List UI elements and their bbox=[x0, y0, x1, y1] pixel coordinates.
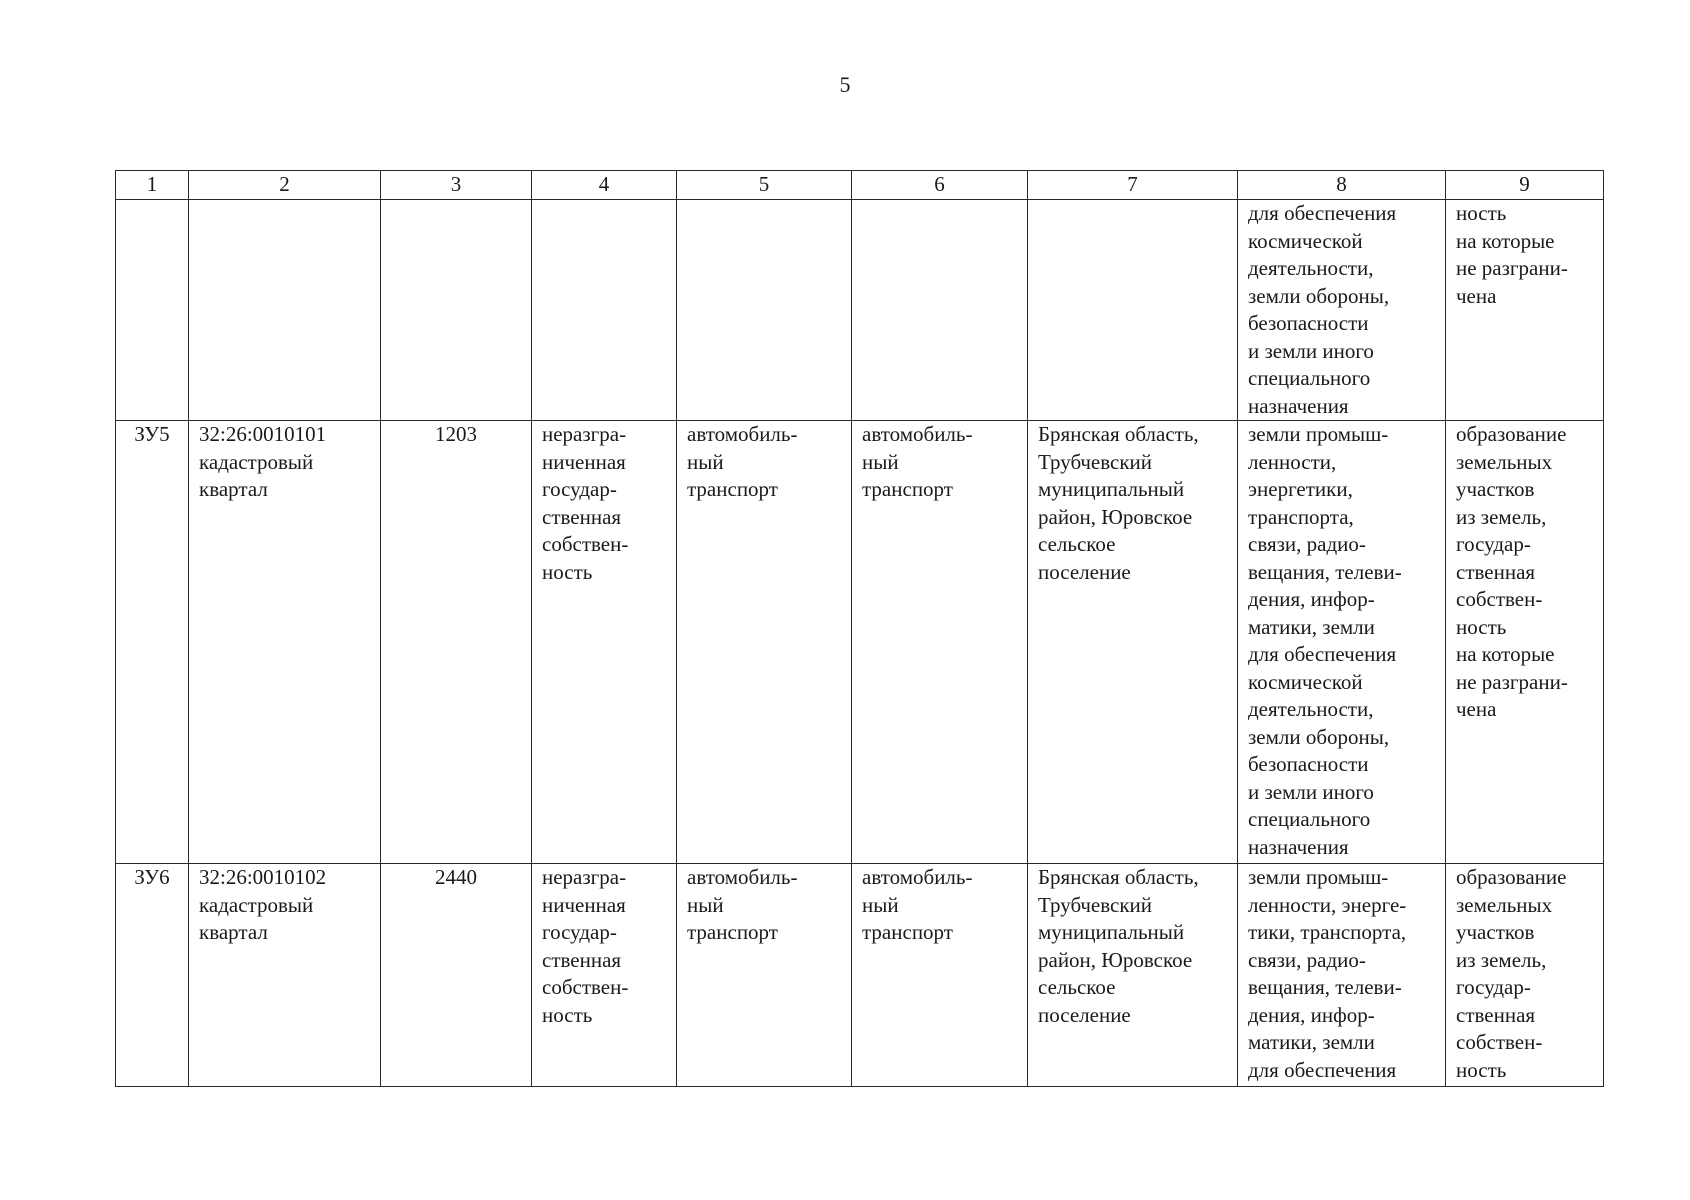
column-header: 1 bbox=[116, 171, 189, 200]
column-header: 6 bbox=[852, 171, 1028, 200]
table-cell: земли промыш- ленности, энерге- тики, транспорта, связи, радио- вещания, телеви- дения, инфор- матики, земли для обеспечения bbox=[1238, 864, 1446, 1087]
column-header: 8 bbox=[1238, 171, 1446, 200]
table-cell: ность на которые не разграни- чена bbox=[1446, 200, 1604, 421]
table-cell: для обеспечения космической деятельности, земли обороны, безопасности и земли иного специального назначения bbox=[1238, 200, 1446, 421]
table-cell: неразгра- ниченная государ- ственная собствен- ность bbox=[532, 421, 677, 864]
table-cell: автомобиль- ный транспорт bbox=[677, 864, 852, 1087]
area-cell: 1203 bbox=[381, 421, 532, 864]
table-cell: Брянская область, Трубчевский муниципальный район, Юровское сельское поселение bbox=[1028, 864, 1238, 1087]
table-cell bbox=[852, 200, 1028, 421]
table-cell bbox=[189, 200, 381, 421]
column-header: 9 bbox=[1446, 171, 1604, 200]
table-cell bbox=[532, 200, 677, 421]
column-header: 7 bbox=[1028, 171, 1238, 200]
table-header-row bbox=[116, 171, 1604, 200]
table-cell bbox=[381, 200, 532, 421]
table-cell bbox=[1028, 200, 1238, 421]
column-header: 4 bbox=[532, 171, 677, 200]
table-cell: автомобиль- ный транспорт bbox=[677, 421, 852, 864]
table-cell: Брянская область, Трубчевский муниципальный район, Юровское сельское поселение bbox=[1028, 421, 1238, 864]
area-cell: 2440 bbox=[381, 864, 532, 1087]
column-header: 2 bbox=[189, 171, 381, 200]
column-header: 5 bbox=[677, 171, 852, 200]
page-number: 5 bbox=[839, 72, 851, 97]
table-cell: 32:26:0010101 кадастровый квартал bbox=[189, 421, 381, 864]
column-header: 3 bbox=[381, 171, 532, 200]
table-cell: образование земельных участков из земель, государ- ственная собствен- ность bbox=[1446, 864, 1604, 1087]
table-cell: земли промыш- ленности, энергетики, транспорта, связи, радио- вещания, телеви- дения, инфор- матики, земли для обеспечения космической деятельности, земли обороны, безопасности и земли иного специального назначения bbox=[1238, 421, 1446, 864]
table-row bbox=[116, 200, 1604, 421]
table-cell: автомобиль- ный транспорт bbox=[852, 864, 1028, 1087]
table-cell: образование земельных участков из земель, государ- ственная собствен- ность на которые не разграни- чена bbox=[1446, 421, 1604, 864]
plot-id-cell: ЗУ5 bbox=[116, 421, 189, 864]
table-cell: неразгра- ниченная государ- ственная собствен- ность bbox=[532, 864, 677, 1087]
table-cell bbox=[116, 200, 189, 421]
table-cell: 32:26:0010102 кадастровый квартал bbox=[189, 864, 381, 1087]
table-row bbox=[116, 421, 1604, 864]
land-plots-table bbox=[115, 170, 1604, 1087]
table-cell bbox=[677, 200, 852, 421]
table-row bbox=[116, 864, 1604, 1087]
plot-id-cell: ЗУ6 bbox=[116, 864, 189, 1087]
table-cell: автомобиль- ный транспорт bbox=[852, 421, 1028, 864]
